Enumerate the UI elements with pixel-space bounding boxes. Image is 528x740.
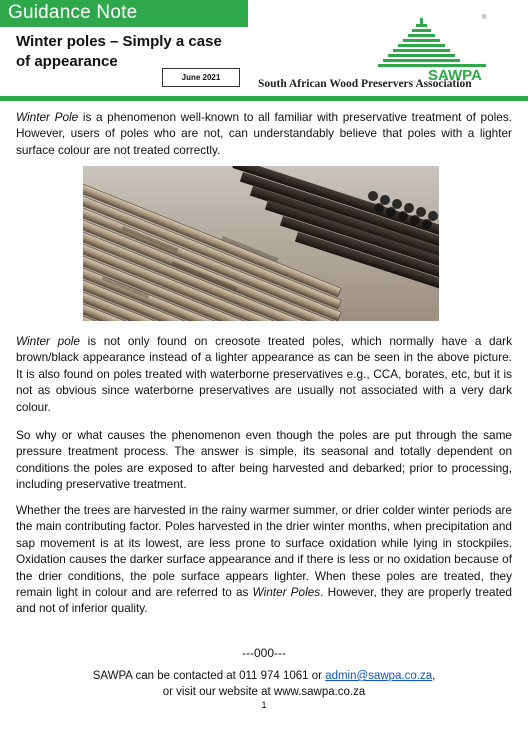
header-rule (0, 96, 528, 101)
registered-mark: ® (482, 15, 487, 21)
p4-text-b: . However, they are properly treated and not of inferior quality. (16, 585, 512, 616)
title-line-1: Winter poles – Simply a case (16, 33, 222, 50)
website-line: or visit our website at www.sawpa.co.za (162, 686, 366, 698)
p4-text-a: Whether the trees are harvested in the rainy warmer summer, or drier colder winter periods are the main contributing factor. Poles harvested in the drier winter months, when precipitation and sap movement is at its lowest, are less prone to surface oxidation while lying in stockpiles. Oxidation causes the darker surface appearance and if there is less or no oxidation because of the drier conditions, the pole surface appears lighter. When these poles are treated, they remain light in colour and are referred to as (16, 503, 512, 600)
p1-text: is a phenomenon well-known to all familiar with preservative treatment of poles. However, users of poles who are not, can understandably believe that poles with a lighter surface colour are not treated correctly. (16, 110, 512, 157)
section-divider: ---000--- (242, 646, 286, 660)
tree-icon (378, 18, 486, 67)
date-box: June 2021 (162, 68, 240, 87)
email-link[interactable]: admin@sawpa.co.za (325, 670, 433, 682)
paragraph-2 (16, 333, 512, 415)
contact-suffix: , (432, 670, 436, 682)
stockpile-poles-photo (83, 166, 439, 321)
paragraph-3: So why or what causes the phenomenon even though the poles are put through the same pressure treatment process. The answer is simple, its seasonal and totally dependent on conditions the poles are exposed to after being harvested and debarked; prior to processing, including preservative treatment. (16, 428, 512, 492)
sawpa-logo (378, 16, 488, 84)
title-line-2: of appearance (16, 53, 118, 70)
page-number: 1 (261, 700, 267, 710)
paragraph-1 (16, 109, 512, 158)
p1-emphasis: Winter Pole (16, 110, 79, 124)
contact-prefix: SAWPA can be contacted at 011 974 1061 or (92, 670, 326, 682)
contact-info (0, 668, 528, 700)
p4-emphasis: Winter Poles (252, 585, 321, 600)
logo-text: SAWPA (428, 67, 482, 84)
banner-text: Guidance Note (8, 2, 138, 23)
p2-emphasis: Winter pole (16, 334, 80, 348)
document-title (16, 32, 256, 72)
guidance-note-banner (0, 0, 248, 27)
association-name: South African Wood Preservers Association (258, 78, 472, 90)
p2-text: is not only found on creosote treated poles, which normally have a dark brown/black appearance instead of a lighter appearance as can be seen in the above picture. It is also found on poles treated with waterborne preservatives e.g., CCA, borates, etc, but it is not as obvious since waterborne preservatives are usually not associated with a very dark colour. (16, 334, 513, 414)
paragraph-4 (16, 502, 512, 617)
